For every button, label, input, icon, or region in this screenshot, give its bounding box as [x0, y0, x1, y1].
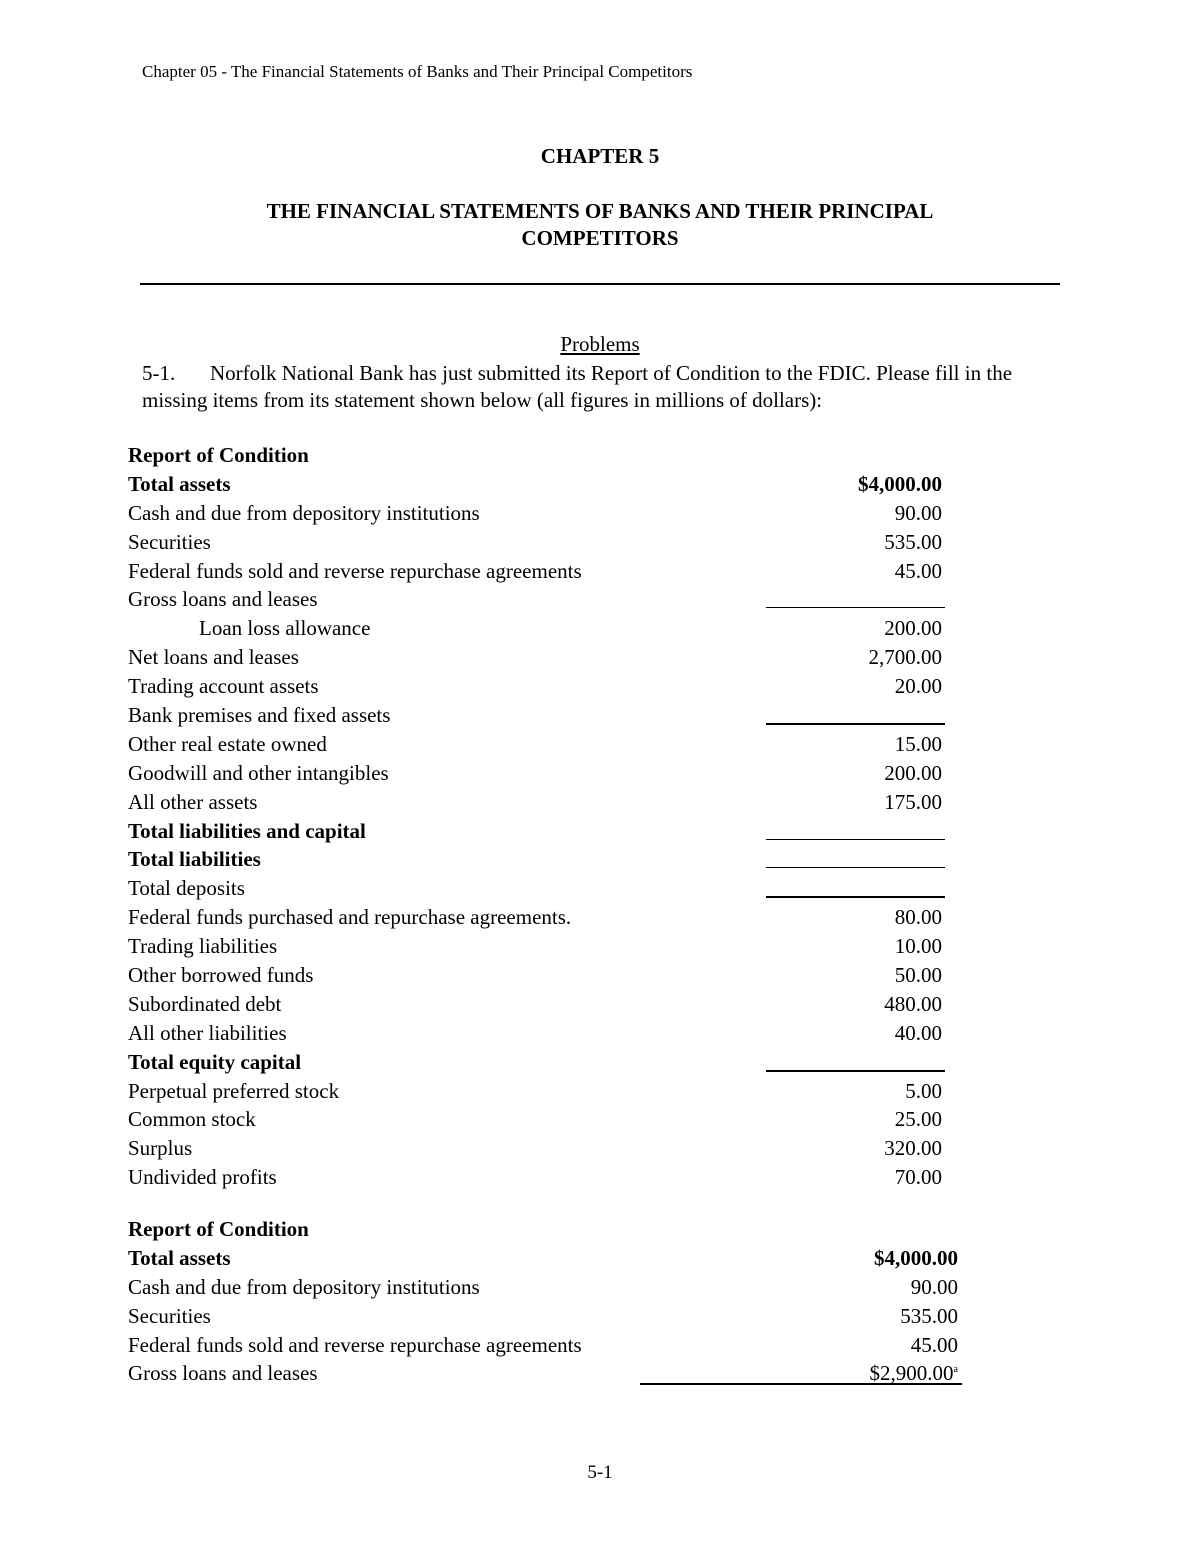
page-number: 5-1 [587, 1462, 613, 1483]
row-value: 45.00 [894, 558, 942, 583]
row-value: 320.00 [884, 1136, 942, 1161]
row-label: Surplus [128, 1136, 193, 1161]
row-value: 40.00 [894, 1020, 942, 1045]
table-row [128, 1048, 942, 1077]
table-row [128, 1134, 942, 1163]
fill-in-blank [766, 867, 945, 868]
row-label: Total liabilities and capital [128, 818, 366, 843]
table-row [128, 759, 942, 788]
table-row [128, 817, 942, 846]
row-label: Subordinated debt [128, 991, 282, 1016]
row-label: Federal funds purchased and repurchase agreements. [128, 905, 572, 930]
row-label: Total assets [128, 1245, 231, 1270]
row-label: Securities [128, 529, 211, 554]
row-label: Trading liabilities [128, 934, 278, 959]
chapter-subtitle [200, 198, 1000, 252]
row-label: All other liabilities [128, 1020, 287, 1045]
report-title: Report of Condition [128, 1217, 309, 1241]
row-label: Cash and due from depository institutions [128, 500, 480, 525]
row-label: Goodwill and other intangibles [128, 760, 389, 785]
table-row [128, 614, 942, 643]
fill-in-blank [766, 896, 945, 898]
table-row [128, 1019, 942, 1048]
row-label: Loan loss allowance [199, 616, 371, 641]
fill-in-blank [766, 723, 945, 725]
report-title: Report of Condition [128, 443, 309, 467]
table-row [128, 701, 942, 730]
row-label: Total deposits [128, 876, 245, 901]
row-label: Federal funds sold and reverse repurchase agreements [128, 1332, 582, 1357]
table-row [128, 990, 942, 1019]
row-label: Common stock [128, 1107, 256, 1132]
underline-rule [640, 1383, 962, 1385]
row-value: 45.00 [910, 1332, 958, 1357]
report-of-condition-table [128, 441, 942, 1192]
table-row [128, 1244, 958, 1273]
problem-statement [142, 360, 1062, 414]
row-value: 20.00 [894, 674, 942, 699]
row-value: 5.00 [905, 1078, 942, 1103]
row-label: Bank premises and fixed assets [128, 703, 391, 728]
table-row [128, 961, 942, 990]
section-heading: Problems [560, 332, 640, 356]
problem-text: Norfolk National Bank has just submitted its Report of Condition to the FDIC. Please fill in the missing items from its statement shown below (all figures in millions of dollars): [142, 361, 1013, 412]
row-label: Cash and due from depository institutions [128, 1274, 480, 1299]
chapter-title: CHAPTER 5 [540, 144, 660, 168]
row-value: 200.00 [884, 760, 942, 785]
fill-in-blank [766, 839, 945, 840]
footnote-marker: a [953, 1364, 958, 1376]
row-label: Undivided profits [128, 1165, 277, 1190]
row-value: 90.00 [894, 500, 942, 525]
row-value: 535.00 [900, 1303, 958, 1328]
row-label: Other borrowed funds [128, 963, 314, 988]
row-label: Total assets [128, 471, 231, 496]
table-row [128, 1163, 942, 1192]
table-row [128, 1077, 942, 1106]
row-value: 90.00 [910, 1274, 958, 1299]
table-row [128, 1302, 958, 1331]
table-row [128, 845, 942, 874]
table-row [128, 932, 942, 961]
row-label: Securities [128, 1303, 211, 1328]
row-label: Perpetual preferred stock [128, 1078, 340, 1103]
table-row [128, 903, 942, 932]
chapter-subtitle-line-1: THE FINANCIAL STATEMENTS OF BANKS AND THEIR PRINCIPAL [266, 199, 934, 223]
table-row [128, 788, 942, 817]
row-label: Gross loans and leases [128, 587, 318, 612]
row-value: 2,700.00 [868, 645, 942, 670]
horizontal-rule [140, 283, 1060, 285]
row-value: 535.00 [884, 529, 942, 554]
row-value: 25.00 [894, 1107, 942, 1132]
table-row [128, 730, 942, 759]
row-label: Other real estate owned [128, 731, 327, 756]
row-label: Federal funds sold and reverse repurchase agreements [128, 558, 582, 583]
report-of-condition-solution-table [128, 1215, 958, 1388]
row-value: 480.00 [884, 991, 942, 1016]
table-row [128, 585, 942, 614]
row-value: 50.00 [894, 963, 942, 988]
fill-in-blank [766, 607, 945, 608]
row-value: 200.00 [884, 616, 942, 641]
row-label: All other assets [128, 789, 258, 814]
row-label: Total liabilities [128, 847, 261, 872]
row-value: 175.00 [884, 789, 942, 814]
chapter-subtitle-line-2: COMPETITORS [521, 226, 679, 250]
table-row [128, 1105, 942, 1134]
table-row [128, 1331, 958, 1360]
table-row [128, 1273, 958, 1302]
row-value: 80.00 [894, 905, 942, 930]
row-label: Gross loans and leases [128, 1361, 318, 1386]
table-row [128, 672, 942, 701]
table-row [128, 470, 942, 499]
row-value: $4,000.00 [874, 1245, 958, 1270]
running-header: Chapter 05 - The Financial Statements of Banks and Their Principal Competitors [142, 62, 693, 81]
table-row [128, 499, 942, 528]
fill-in-blank [766, 1070, 945, 1072]
table-row [128, 557, 942, 586]
row-value: $4,000.00 [858, 471, 942, 496]
table-row [128, 528, 942, 557]
row-label: Trading account assets [128, 674, 319, 699]
row-value: $2,900.00$^a$ [869, 1361, 958, 1386]
table-row [128, 643, 942, 672]
table-row [128, 874, 942, 903]
row-value: 10.00 [894, 934, 942, 959]
row-label: Net loans and leases [128, 645, 299, 670]
row-value: 15.00 [894, 731, 942, 756]
row-value: 70.00 [894, 1165, 942, 1190]
row-label: Total equity capital [128, 1049, 302, 1074]
problem-number: 5-1. [142, 361, 176, 385]
